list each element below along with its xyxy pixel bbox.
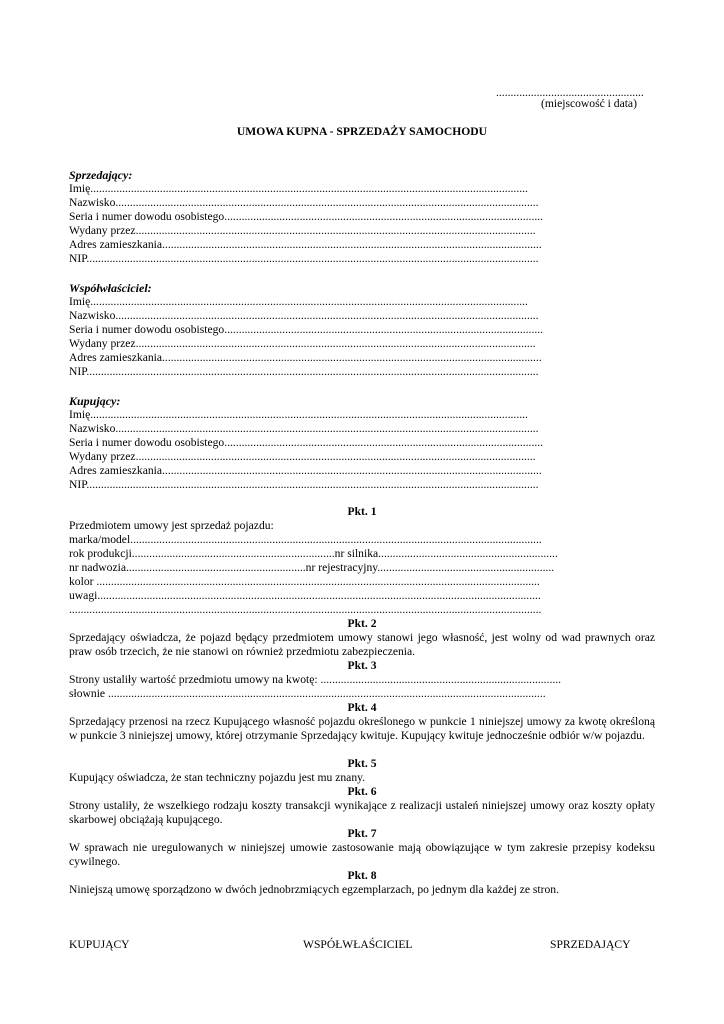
pkt7-title: Pkt. 7: [347, 827, 377, 840]
buyer-name-line: Imię.......................................................................................................................................................: [69, 408, 528, 421]
pkt1-body-registration-line: nr nadwozia..............................................................nr rejestracyjny.............................................................: [69, 561, 555, 574]
buyer-surname-line: Nazwisko..................................................................................................................................................: [69, 422, 539, 435]
coowner-nip-line: NIP............................................................................................................................................................: [69, 365, 539, 378]
place-date-dots: ...................................................: [496, 86, 644, 99]
pkt1-extra-line: ...................................................................................................................................................................: [69, 603, 542, 616]
pkt1-notes-line: uwagi.........................................................................................................................................................: [69, 589, 541, 602]
seller-surname-line: Nazwisko..................................................................................................................................................: [69, 196, 539, 209]
pkt1-year-engine-line: rok produkcji......................................................................nr silnika..............................................................: [69, 547, 558, 560]
buyer-id-line: Seria i numer dowodu osobistego..............................................................................................................: [69, 436, 544, 449]
pkt3-amount-line: Strony ustaliły wartość przedmiotu umowy na kwotę: ...................................................................................: [69, 673, 562, 686]
pkt1-model-line: marka/model..............................................................................................................................................: [69, 533, 542, 546]
seller-nip-line: NIP............................................................................................................................................................: [69, 252, 539, 265]
pkt8-title: Pkt. 8: [347, 869, 377, 882]
pkt1-color-line: kolor .........................................................................................................................................................: [69, 575, 540, 588]
place-date-label: (miejscowość i data): [541, 97, 637, 110]
pkt1-title: Pkt. 1: [347, 505, 377, 518]
pkt3-title: Pkt. 3: [347, 659, 377, 672]
pkt4-title: Pkt. 4: [347, 701, 377, 714]
coowner-issued-line: Wydany przez..........................................................................................................................................: [69, 337, 536, 350]
coowner-id-line: Seria i numer dowodu osobistego..............................................................................................................: [69, 323, 544, 336]
document-title: UMOWA KUPNA - SPRZEDAŻY SAMOCHODU: [236, 125, 488, 138]
pkt8-text: Niniejszą umowę sporządzono w dwóch jednobrzmiących egzemplarzach, po jednym dla każdej ze stron.: [69, 883, 559, 896]
coowner-surname-line: Nazwisko..................................................................................................................................................: [69, 309, 539, 322]
buyer-address-line: Adres zamieszkania...................................................................................................................................: [69, 464, 542, 477]
signature-seller: SPRZEDAJĄCY: [550, 938, 631, 951]
buyer-heading: Kupujący:: [69, 394, 121, 408]
coowner-heading: Współwłaściciel:: [69, 281, 152, 295]
pkt6-text: Strony ustaliły, że wszelkiego rodzaju koszty transakcji wynikające z realizacji ustaleń niniejszej umowy oraz koszty opłaty skarbowej obciążają kupującego.: [69, 799, 655, 826]
pkt5-title: Pkt. 5: [347, 757, 377, 770]
buyer-issued-line: Wydany przez..........................................................................................................................................: [69, 450, 536, 463]
pkt5-text: Kupujący oświadcza, że stan techniczny pojazdu jest mu znany.: [69, 771, 366, 784]
seller-id-line: Seria i numer dowodu osobistego..............................................................................................................: [69, 210, 544, 223]
pkt2-title: Pkt. 2: [347, 617, 377, 630]
pkt2-text: Sprzedający oświadcza, że pojazd będący przedmiotem umowy stanowi jego własność, jest wolny od wad prawnych oraz praw osób trzecich, że nie stanowi on również przedmiotu zabezpieczenia.: [69, 631, 655, 658]
pkt4-text: Sprzedający przenosi na rzecz Kupującego własność pojazdu określonego w punkcie 1 niniejszej umowy za kwotę określoną w punkcie 3 niniejszej umowy, której otrzymanie Sprzedający kwituje. Kupujący kwituje jednocześnie odbiór w/w pojazdu.: [69, 715, 655, 742]
pkt6-title: Pkt. 6: [347, 785, 377, 798]
coowner-address-line: Adres zamieszkania...................................................................................................................................: [69, 351, 542, 364]
pkt3-words-line: słownie .......................................................................................................................................................: [69, 687, 546, 700]
buyer-nip-line: NIP............................................................................................................................................................: [69, 478, 539, 491]
pkt7-text: W sprawach nie uregulowanych w niniejszej umowie zastosowanie mają obowiązujące w tym zakresie przepisy kodeksu cywilnego.: [69, 841, 655, 868]
seller-heading: Sprzedający:: [69, 168, 133, 182]
signature-buyer: KUPUJĄCY: [69, 938, 130, 951]
seller-address-line: Adres zamieszkania...................................................................................................................................: [69, 238, 542, 251]
seller-issued-line: Wydany przez..........................................................................................................................................: [69, 224, 536, 237]
coowner-name-line: Imię.......................................................................................................................................................: [69, 295, 528, 308]
pkt1-intro: Przedmiotem umowy jest sprzedaż pojazdu:: [69, 519, 274, 532]
seller-name-line: Imię.......................................................................................................................................................: [69, 182, 528, 195]
signature-coowner: WSPÓŁWŁAŚCICIEL: [303, 938, 413, 951]
